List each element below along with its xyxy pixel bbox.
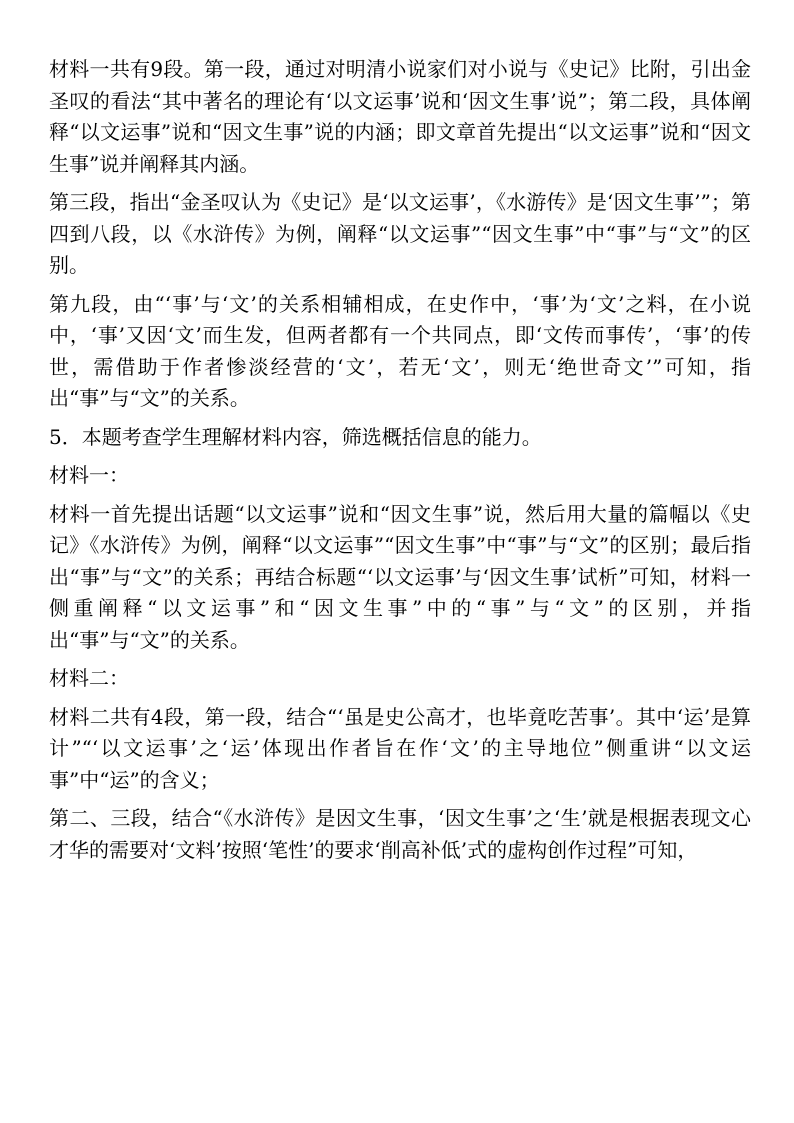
paragraph-ninth: 第九段，由“‘事’与‘文’的关系相辅相成，在史作中，‘事’为‘文’之料，在小说中，‘事’又因‘文’而生发，但两者都有一个共同点，即‘文传而事传’，‘事’的传世，需借助于作者惨淡经营的‘文’，若无‘文’，则无‘绝世奇文’”可知，指出“事”与“文”的关系。: [49, 291, 751, 410]
paragraph-material-one-overview: 材料一共有9段。第一段，通过对明清小说家们对小说与《史记》比附，引出金圣叹的看法“其中著名的理论有‘以文运事’说和‘因文生事’说”；第二段，具体阐释“以文运事”说和“因文生事”说的内涵；即文章首先提出“以文运事”说和“因文生事”说并阐释其内涵。: [49, 57, 751, 176]
paragraph-material-one-summary: 材料一首先提出话题“以文运事”说和“因文生事”说，然后用大量的篇幅以《史记》《水浒传》为例，阐释“以文运事”“因文生事”中“事”与“文”的区别；最后指出“事”与“文”的关系；再结合标题“‘以文运事’与‘因文生事’试析”可知，材料一侧重阐释“以文运事”和“因文生事”中的“事”与“文”的区别，并指出“事”与“文”的关系。: [49, 501, 751, 652]
heading-material-one: 材料一：: [49, 463, 129, 487]
paragraph-material-two-first: 材料二共有4段，第一段，结合“‘虽是史公高才，也毕竟吃苦事’。其中‘运’是算计”“‘以文运事’之‘运’体现出作者旨在作‘文’的主导地位”侧重讲“以文运事”中“运”的含义；: [49, 704, 751, 792]
paragraph-third-to-eighth: 第三段，指出“金圣叹认为《史记》是‘以文运事’，《水游传》是‘因文生事’”；第四到八段，以《水浒传》为例，阐释“以文运事”“因文生事”中“事”与“文”的区别。: [49, 190, 751, 277]
paragraph-question-five: 5．本题考查学生理解材料内容，筛选概括信息的能力。: [49, 424, 542, 449]
paragraph-material-two-second-third: 第二、三段，结合“《水浒传》是因文生事，‘因文生事’之‘生’就是根据表现文心才华的需要对‘文料’按照‘笔性’的要求‘削高补低’式的虚构创作过程”可知，: [49, 806, 751, 862]
document-page: [49, 54, 751, 873]
heading-material-two: 材料二：: [49, 666, 129, 690]
